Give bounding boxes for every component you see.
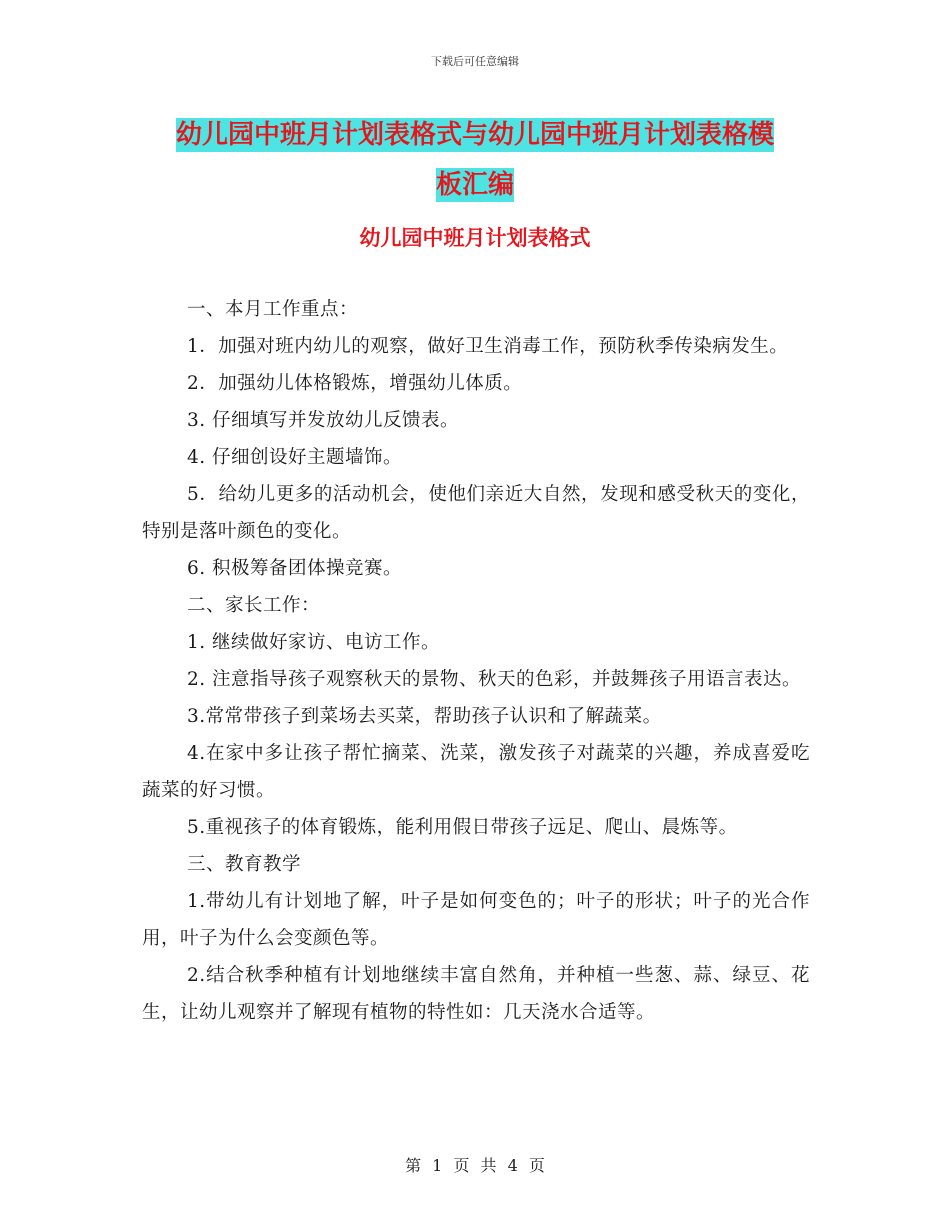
- list-item: 2．加强幼儿体格锻炼，增强幼儿体质。: [187, 373, 523, 394]
- list-item: 1. 继续做好家访、电访工作。: [187, 632, 441, 653]
- list-item: 3. 仔细填写并发放幼儿反馈表。: [187, 410, 460, 431]
- list-item: 3.常常带孩子到菜场去买菜，帮助孩子认识和了解蔬菜。: [187, 706, 662, 727]
- page-header-note: 下载后可任意编辑: [431, 55, 519, 68]
- document-title-line1: 幼儿园中班月计划表格式与幼儿园中班月计划表格模: [175, 120, 774, 150]
- document-title: [140, 110, 810, 210]
- heading-parent-work: 二、家长工作：: [187, 595, 321, 616]
- section-title: 幼儿园中班月计划表格式: [359, 226, 591, 250]
- list-item: 2.结合秋季种植有计划地继续丰富自然角，并种植一些葱、蒜、绿豆、花生，让幼儿观察并了解现有植物的特性如：几天浇水合适等。: [142, 965, 810, 1023]
- list-item: 1．加强对班内幼儿的观察，做好卫生消毒工作，预防秋季传染病发生。: [187, 336, 789, 357]
- page-number-footer: 第 1 页 共 4 页: [405, 1156, 545, 1175]
- list-item: 4.在家中多让孩子帮忙摘菜、洗菜，激发孩子对蔬菜的兴趣，养成喜爱吃蔬菜的好习惯。: [142, 743, 810, 801]
- document-title-line2: 板汇编: [435, 170, 514, 200]
- heading-teaching: 三、教育教学: [187, 854, 302, 875]
- heading-work-focus: 一、本月工作重点：: [187, 299, 359, 320]
- list-item: 1.带幼儿有计划地了解，叶子是如何变色的；叶子的形状；叶子的光合作用，叶子为什么会变颜色等。: [142, 891, 810, 949]
- list-item: 6. 积极筹备团体操竞赛。: [187, 558, 403, 579]
- list-item: 5．给幼儿更多的活动机会，使他们亲近大自然，发现和感受秋天的变化，特别是落叶颜色的变化。: [142, 484, 810, 542]
- list-item: 2. 注意指导孩子观察秋天的景物、秋天的色彩，并鼓舞孩子用语言表达。: [187, 669, 802, 690]
- list-item: 5.重视孩子的体育锻炼，能利用假日带孩子远足、爬山、晨炼等。: [187, 817, 738, 838]
- document-body: [142, 291, 810, 1031]
- list-item: 4. 仔细创设好主题墙饰。: [187, 447, 403, 468]
